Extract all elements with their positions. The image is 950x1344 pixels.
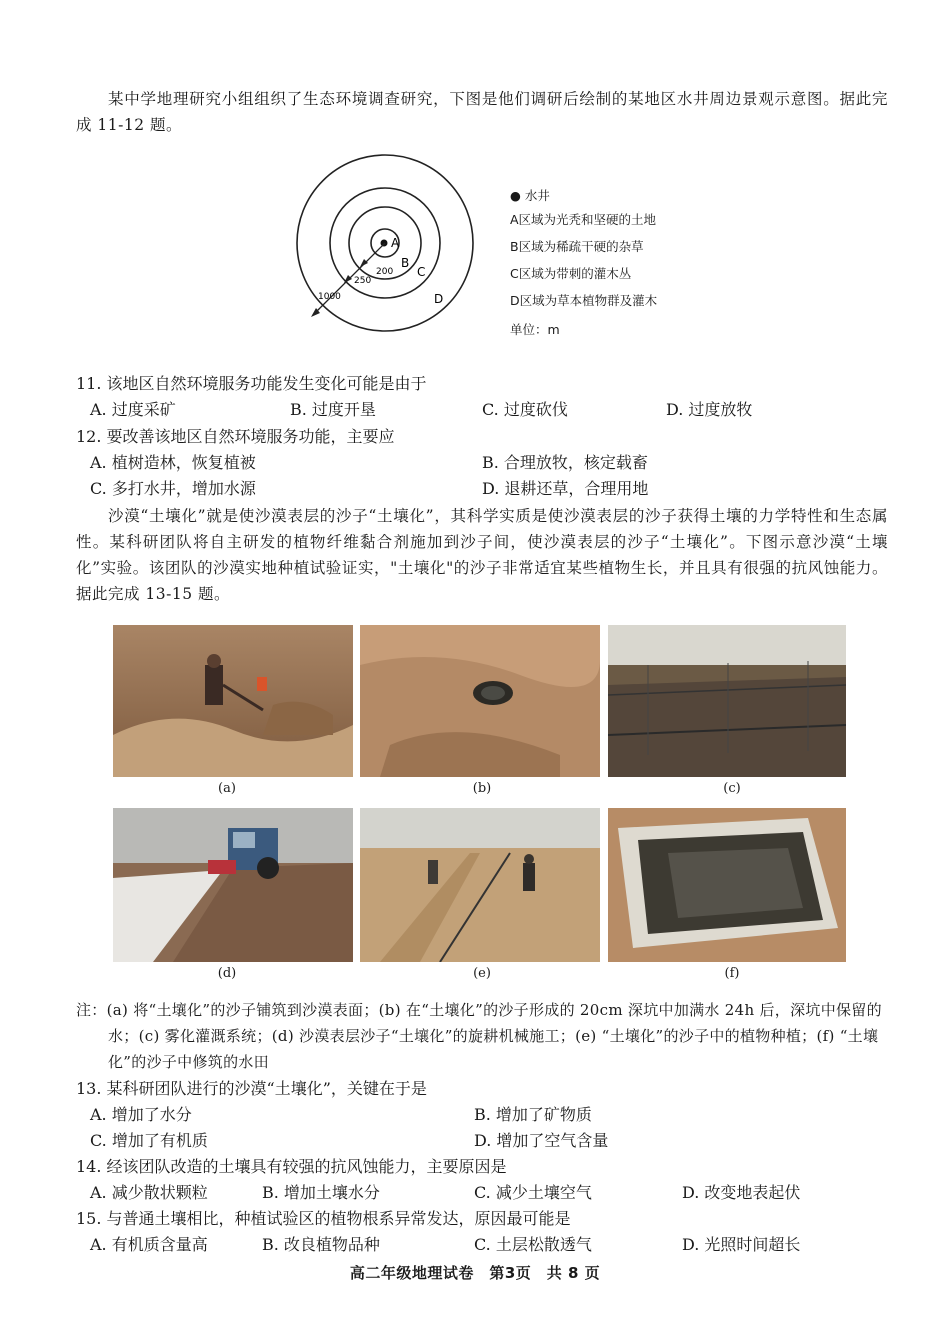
q11-option-c: C. 过度砍伐	[482, 400, 568, 419]
q13-option-a: A. 增加了水分	[90, 1105, 192, 1124]
q15-option-d: D. 光照时间超长	[682, 1235, 801, 1254]
question-12-stem: 12. 要改善该地区自然环境服务功能，主要应	[76, 427, 395, 446]
arrow-head-200	[360, 259, 368, 267]
question-13-stem: 13. 某科研团队进行的沙漠“土壤化”，关键在于是	[76, 1079, 427, 1098]
page-footer: 高二年级地理试卷 第3页 共 8 页	[349, 1264, 601, 1282]
q13-option-b: B. 增加了矿物质	[474, 1105, 592, 1124]
q12-option-c: C. 多打水井，增加水源	[90, 479, 256, 498]
q15-option-c: C. 土层松散透气	[474, 1235, 592, 1254]
photo-note: 注：(a) 将“土壤化”的沙子铺筑到沙漠表面；(b) 在“土壤化”的沙子形成的 20cm 深坑中加满水 24h 后，深坑中保留的水；(c) 雾化灌溉系统；(d) 沙漠表层沙子“土壤化”的旋耕机械施工；(e) “土壤化”的沙子中的植物种植；(f) “土壤化”的沙子中修筑的水田	[76, 1001, 882, 1071]
photo-c-mist-irrigation	[608, 625, 846, 777]
question-15-stem: 15. 与普通土壤相比，种植试验区的植物根系异常发达，原因最可能是	[76, 1209, 571, 1228]
q11-option-b: B. 过度开垦	[290, 400, 376, 419]
photo-e-planting	[360, 808, 600, 962]
legend-zone-b: B区域为稀疏干硬的杂草	[510, 239, 644, 254]
q14-option-a: A. 减少散状颗粒	[90, 1183, 208, 1202]
legend-unit: 单位：m	[510, 322, 560, 337]
q14-option-b: B. 增加土壤水分	[262, 1183, 380, 1202]
q13-option-d: D. 增加了空气含量	[474, 1131, 609, 1150]
label-b: B	[401, 256, 410, 270]
caption-b: (b)	[472, 781, 492, 796]
legend-well: ● 水井	[510, 188, 550, 203]
q15-option-a: A. 有机质含量高	[90, 1235, 208, 1254]
photo-d-rotary-tiller	[113, 808, 353, 962]
distance-250: 250	[354, 276, 372, 286]
question-14-stem: 14. 经该团队改造的土壤具有较强的抗风蚀能力，主要原因是	[76, 1157, 507, 1176]
caption-f: (f)	[724, 966, 740, 981]
q11-option-a: A. 过度采矿	[90, 400, 176, 419]
q11-option-d: D. 过度放牧	[666, 400, 753, 419]
label-d: D	[434, 292, 444, 306]
photo-f-paddy-field	[608, 808, 846, 962]
caption-c: (c)	[723, 781, 741, 796]
legend-zone-c: C区域为带刺的灌木丛	[510, 266, 632, 281]
q12-option-a: A. 植树造林，恢复植被	[90, 453, 256, 472]
q14-option-c: C. 减少土壤空气	[474, 1183, 592, 1202]
caption-e: (e)	[473, 966, 491, 981]
question-11-stem: 11. 该地区自然环境服务功能发生变化可能是由于	[76, 374, 427, 393]
q15-option-b: B. 改良植物品种	[262, 1235, 380, 1254]
well-dot	[381, 240, 388, 247]
caption-d: (d)	[217, 966, 237, 981]
photo-a-paving-sand	[113, 625, 353, 777]
intro-paragraph-wells: 某中学地理研究小组组织了生态环境调查研究，下图是他们调研后绘制的某地区水井周边景观示意图。据此完成 11-12 题。	[76, 90, 888, 134]
caption-a: (a)	[218, 781, 236, 796]
label-a: A	[391, 236, 400, 250]
intro-paragraph-desert: 沙漠“土壤化”就是使沙漠表层的沙子“土壤化”，其科学实质是使沙漠表层的沙子获得土壤的力学特性和生态属性。某科研团队将自主研发的植物纤维黏合剂施加到沙子间，使沙漠表层的沙子“土壤化”。下图示意沙漠“土壤化”实验。该团队的沙漠实地种植试验证实，"土壤化"的沙子非常适宜某些植物生长，并且具有很强的抗风蚀能力。据此完成 13-15 题。	[76, 507, 888, 603]
q14-option-d: D. 改变地表起伏	[682, 1183, 801, 1202]
distance-1000: 1000	[318, 292, 341, 302]
well-landscape-diagram	[280, 150, 500, 350]
q13-option-c: C. 增加了有机质	[90, 1131, 208, 1150]
arrow-head-250	[344, 275, 352, 283]
q12-option-b: B. 合理放牧，核定载畜	[482, 453, 648, 472]
legend-zone-d: D区域为草本植物群及灌木	[510, 293, 658, 308]
distance-200: 200	[376, 267, 394, 277]
label-c: C	[417, 265, 426, 279]
legend-zone-a: A区域为光秃和坚硬的土地	[510, 212, 657, 227]
q12-option-d: D. 退耕还草，合理用地	[482, 479, 649, 498]
photo-b-water-pit	[360, 625, 600, 777]
